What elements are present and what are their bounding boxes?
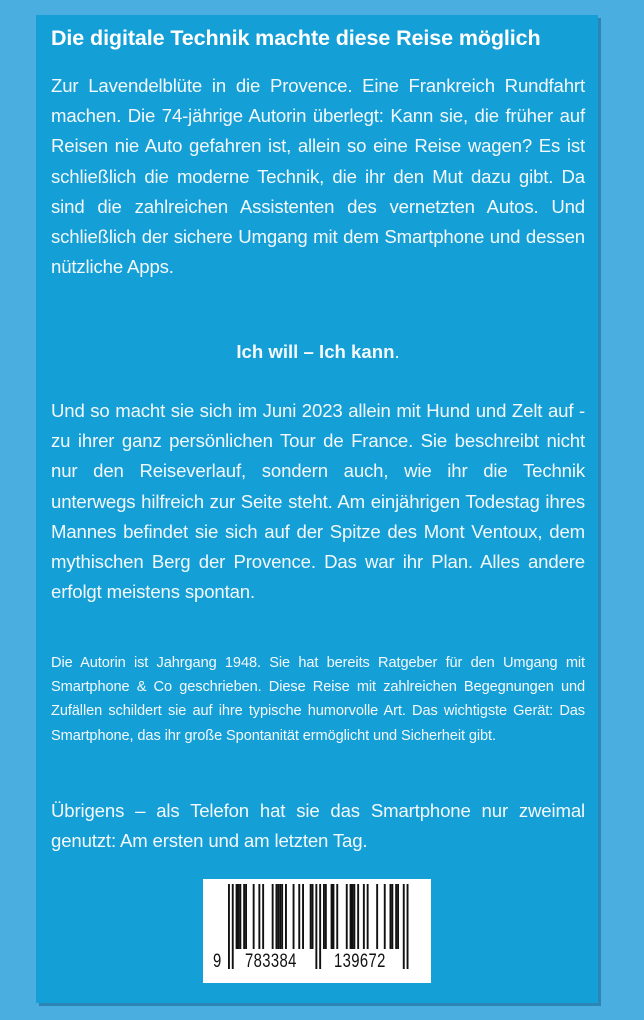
isbn-barcode	[203, 879, 431, 983]
back-cover-panel	[36, 15, 598, 1003]
blurb-paragraph-2: Und so macht sie sich im Juni 2023 allein mit Hund und Zelt auf - zu ihrer ganz persönlichen Tour de France. Sie beschreibt nicht nur den Reiseverlauf, sondern auch, wie ihr die Technik unterwegs hilfreich zur Seite steht. Am einjährigen Todestag ihres Mannes befindet sie sich auf der Spitze des Mont Ventoux, dem mythischen Berg der Provence. Das war ihr Plan. Alles andere erfolgt meistens spontan.	[51, 400, 585, 603]
barcode-bars	[203, 879, 431, 983]
motto-bold: Ich will – Ich kann	[236, 341, 395, 362]
motto-period: .	[394, 341, 400, 362]
barcode-first-digit: 9	[213, 951, 222, 972]
blurb-paragraph-1: Zur Lavendelblüte in die Provence. Eine Frankreich Rundfahrt machen. Die 74-jährige Autorin überlegt: Kann sie, die früher auf Reisen nie Auto gefahren ist, allein so eine Reise wagen? Es ist schließlich die moderne Technik, die ihr den Mut dazu gibt. Da sind die zahlreichen Assistenten des vernetzten Autos. Und schließlich der sichere Umgang mit dem Smartphone und dessen nützliche Apps.	[51, 75, 585, 278]
author-note: Die Autorin ist Jahrgang 1948. Sie hat bereits Ratgeber für den Umgang mit Smartphone & Co geschrieben. Diese Reise mit zahlreichen Begegnungen und Zufällen schildert sie auf ihre typische humorvolle Art. Das wichtigste Gerät: Das Smartphone, das ihr große Spontanität ermöglicht und Sicherheit gibt.	[51, 655, 585, 744]
cover-heading: Die digitale Technik machte diese Reise möglich	[51, 26, 541, 50]
barcode-right-group: 139672	[334, 951, 386, 972]
barcode-left-group: 783384	[245, 951, 297, 972]
blurb-paragraph-3: Übrigens – als Telefon hat sie das Smartphone nur zweimal genutzt: Am ersten und am letzten Tag.	[51, 800, 585, 852]
motto	[51, 337, 585, 367]
